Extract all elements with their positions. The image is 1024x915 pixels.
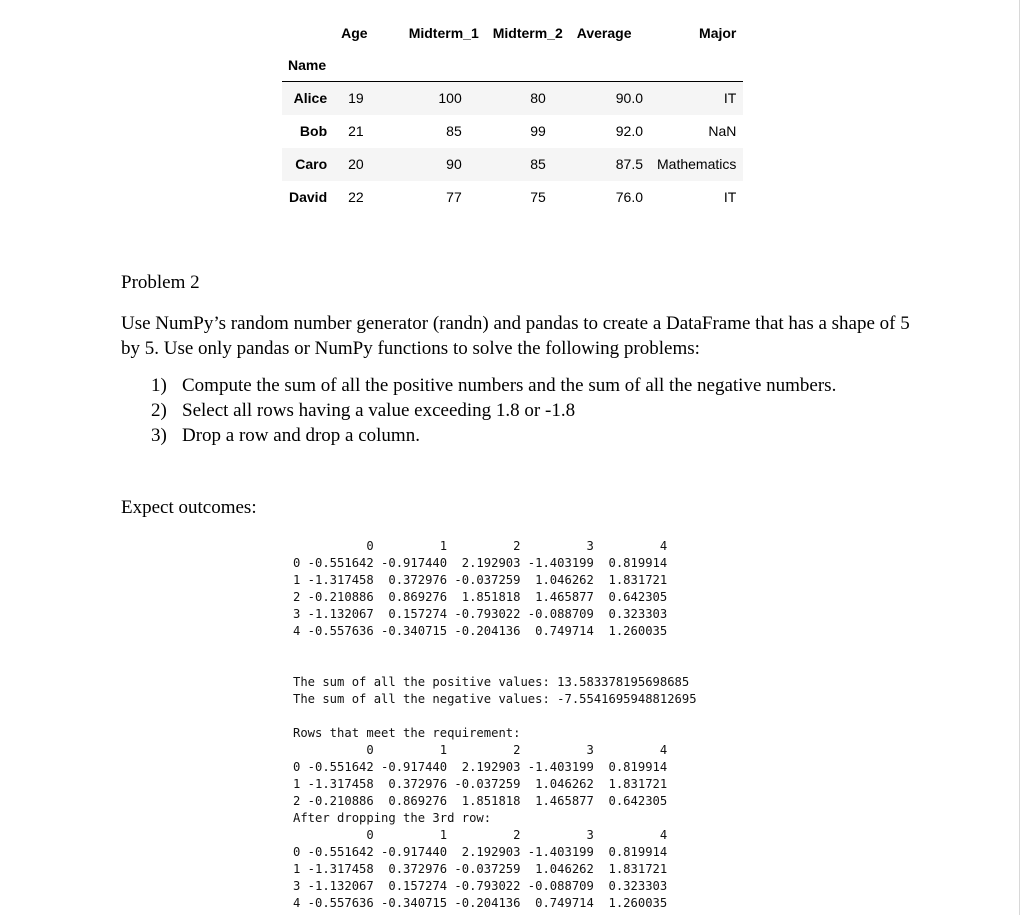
cell-average: 92.0	[615, 123, 644, 139]
list-item	[151, 373, 836, 398]
table-row	[282, 115, 743, 148]
list-item	[151, 398, 836, 423]
index-name-row	[282, 48, 743, 82]
page-edge-divider	[1019, 0, 1020, 915]
code-output-block	[293, 538, 697, 912]
cell-midterm-1: 100	[438, 90, 462, 107]
col-header-average: Average	[576, 24, 632, 41]
row-label: Alice	[293, 90, 328, 107]
cell-midterm-1: 85	[446, 123, 462, 139]
df-row-line: 1 -1.317458 0.372976 -0.037259 1.046262 1.831721	[293, 573, 668, 587]
cell-age: 22	[348, 189, 364, 205]
df-row-line: 2 -0.210886 0.869276 1.851818 1.465877 0.642305	[293, 590, 668, 604]
cell-major: NaN	[708, 123, 737, 139]
row-label: Caro	[295, 156, 328, 172]
filtered-row-line: 2 -0.210886 0.869276 1.851818 1.465877 0.642305	[293, 794, 668, 808]
cell-major: IT	[723, 90, 737, 107]
cell-average: 87.5	[615, 156, 644, 172]
df-row-line: 4 -0.557636 -0.340715 -0.204136 0.749714 1.260035	[293, 624, 668, 638]
index-corner	[282, 17, 334, 48]
dropped-row-line: 4 -0.557636 -0.340715 -0.204136 0.749714 1.260035	[293, 896, 668, 910]
table-row	[282, 82, 743, 115]
df-header-line: 0 1 2 3 4	[293, 539, 668, 553]
table-row	[282, 148, 743, 181]
cell-midterm-1: 77	[446, 189, 462, 205]
col-header-midterm-2: Midterm_2	[492, 24, 563, 41]
table-header-row	[282, 17, 743, 48]
task-number: 2)	[151, 400, 167, 421]
task-number: 1)	[151, 375, 167, 396]
task-list	[151, 373, 836, 448]
list-item	[151, 423, 836, 448]
cell-major: Mathematics	[657, 156, 737, 172]
dropped-row-line: 1 -1.317458 0.372976 -0.037259 1.046262 1.831721	[293, 862, 668, 876]
problem-heading: Problem 2	[121, 272, 200, 293]
filtered-row-line: 0 -0.551642 -0.917440 2.192903 -1.403199 0.819914	[293, 760, 668, 774]
col-header-age: Age	[341, 24, 368, 41]
dropped-row-line: 3 -1.132067 0.157274 -0.793022 -0.088709 0.323303	[293, 879, 668, 893]
sum-positive-line: The sum of all the positive values: 13.583378195698685	[293, 675, 690, 689]
dropped-row-line: 0 -0.551642 -0.917440 2.192903 -1.403199 0.819914	[293, 845, 668, 859]
cell-midterm-2: 99	[530, 123, 546, 139]
col-header-midterm-1: Midterm_1	[408, 24, 479, 41]
col-header-major: Major	[699, 24, 737, 41]
student-dataframe-table	[282, 17, 743, 214]
cell-average: 90.0	[615, 90, 644, 107]
task-number: 3)	[151, 425, 167, 446]
cell-midterm-2: 80	[530, 90, 546, 107]
cell-age: 21	[348, 123, 364, 139]
df-row-line: 0 -0.551642 -0.917440 2.192903 -1.403199 0.819914	[293, 556, 668, 570]
sum-negative-line: The sum of all the negative values: -7.5541695948812695	[293, 692, 697, 706]
table-row	[282, 181, 743, 214]
index-name: Name	[288, 56, 327, 73]
row-label: David	[289, 189, 328, 205]
task-text: Drop a row and drop a column.	[182, 425, 420, 446]
df-header-line: 0 1 2 3 4	[293, 743, 668, 757]
rows-label-line: Rows that meet the requirement:	[293, 726, 521, 740]
cell-major: IT	[723, 189, 737, 205]
cell-average: 76.0	[615, 189, 644, 205]
cell-age: 19	[348, 90, 364, 107]
cell-midterm-2: 75	[530, 189, 546, 205]
task-text: Select all rows having a value exceeding 1.8 or -1.8	[182, 400, 576, 421]
cell-age: 20	[348, 156, 364, 172]
df-header-line: 0 1 2 3 4	[293, 828, 668, 842]
expect-outcomes-label: Expect outcomes:	[121, 497, 257, 518]
cell-midterm-1: 90	[446, 156, 462, 172]
row-label: Bob	[299, 123, 328, 139]
drop-row-label-line: After dropping the 3rd row:	[293, 811, 492, 825]
df-row-line: 3 -1.132067 0.157274 -0.793022 -0.088709 0.323303	[293, 607, 668, 621]
cell-midterm-2: 85	[530, 156, 546, 172]
problem-description: Use NumPy’s random number generator (randn) and pandas to create a DataFrame that has a shape of 5 by 5. Use only pandas or NumPy functions to solve the following problems:	[121, 313, 910, 359]
filtered-row-line: 1 -1.317458 0.372976 -0.037259 1.046262 1.831721	[293, 777, 668, 791]
task-text: Compute the sum of all the positive numbers and the sum of all the negative numbers.	[182, 375, 837, 396]
